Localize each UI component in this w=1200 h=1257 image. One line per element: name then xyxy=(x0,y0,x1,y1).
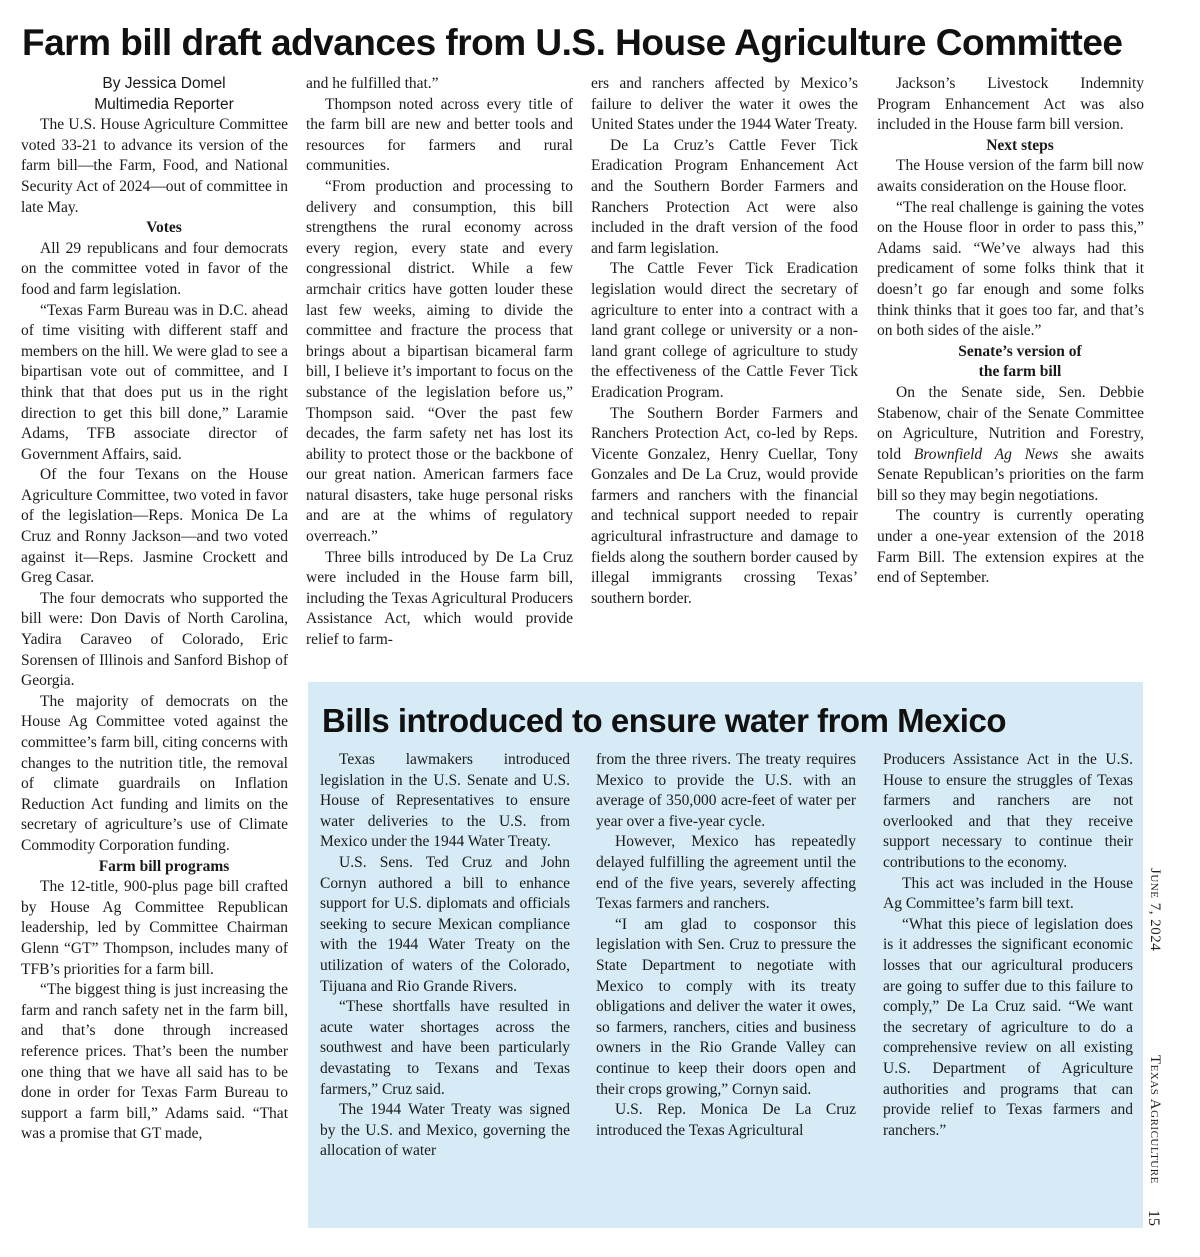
paragraph: “These shortfalls have resulted in acute water shortages across the southwest and have been particularly devastating to Texans and Texas farmers,” Cruz said. xyxy=(320,998,570,1098)
paragraph: and he fulfilled that.” xyxy=(306,75,439,92)
publication-name: Brownfield Ag News xyxy=(913,445,1059,463)
sidebar-column-3 xyxy=(883,750,1133,1141)
paragraph: “The real challenge is gaining the votes on the House floor in order to pass this,” Adams said. “We’ve always had this predicament of some folks think that it doesn’t go far enough and some folks think thinks that it goes too far, and that’s on both sides of the aisle.” xyxy=(877,198,1144,340)
paragraph: ers and ranchers affected by Mexico’s failure to deliver the water it owes the United States under the 1944 Water Treaty. xyxy=(591,75,858,134)
paragraph: from the three rivers. The treaty requires Mexico to provide the U.S. with an average of 350,000 acre-feet of water per year over a five-year cycle. xyxy=(596,751,856,830)
paragraph: Three bills introduced by De La Cruz were included in the House farm bill, including the Texas Agricultural Producers Assistance Act, which would provide relief to farm- xyxy=(306,548,573,649)
paragraph: “The biggest thing is just increasing the farm and ranch safety net in the farm bill, and that’s done through increased reference prices. That’s been the number one thing that we have all said has to be done in order for Texas Farm Bureau to support a farm bill,” Adams said. “That was a promise that GT made, xyxy=(21,981,288,1143)
paragraph: “From production and processing to delivery and consumption, this bill strengthens the rural economy across every region, every state and every congressional district. While a few armchair critics have gotten louder these last few weeks, aiming to divide the committee and fracture the process that brings about a bipartisan bicameral farm bill, I believe it’s important to focus on the substance of the legislation before us,” Thompson said. “Over the past few decades, the farm safety net has lost its ability to protect those or the backbone of our great nation. American farmers face natural disasters, take huge personal risks and are at the whims of regulatory overreach.” xyxy=(306,177,573,546)
paragraph: Thompson noted across every title of the farm bill are new and better tools and resources for farmers and rural communities. xyxy=(306,95,573,175)
paragraph: However, Mexico has repeatedly delayed fulfilling the agreement until the end of the five years, severely affecting Texas farmers and ranchers. xyxy=(596,833,856,913)
paragraph: Producers Assistance Act in the U.S. House to ensure the struggles of Texas farmers and ranchers are not overlooked and that they receive support necessary to continue their contributions to the economy. xyxy=(883,751,1133,871)
issue-date: June 7, 2024 xyxy=(1147,868,1163,952)
sidebar-box xyxy=(308,682,1143,1228)
paragraph: “Texas Farm Bureau was in D.C. ahead of time visiting with different staff and members on the hill. We were glad to see a bipartisan vote out of committee, and I think that that does put us in the right direction to get this bill done,” Laramie Adams, TFB associate director of Government Affairs, said. xyxy=(21,301,288,463)
paragraph: Texas lawmakers introduced legislation in the U.S. Senate and U.S. House of Representatives to ensure water deliveries to the U.S. from Mexico under the 1944 Water Treaty. xyxy=(320,751,570,851)
paragraph: This act was included in the House Ag Committee’s farm bill text. xyxy=(883,874,1133,913)
paragraph: The 1944 Water Treaty was signed by the U.S. and Mexico, governing the allocation of water xyxy=(320,1101,570,1160)
article-column-2 xyxy=(306,74,573,651)
paragraph: The Southern Border Farmers and Ranchers Protection Act, co-led by Reps. Vicente Gonzalez, Henry Cuellar, Tony Gonzales and De La Cruz, would provide farmers and ranchers with the financial and technical support needed to repair agricultural infrastructure and damage to fields along the southern border caused by illegal immigrants crossing Texas’ southern border. xyxy=(591,404,858,607)
paragraph xyxy=(877,383,1144,507)
paragraph: The four democrats who supported the bill were: Don Davis of North Carolina, Yadira Caraveo of Colorado, Eric Sorensen of Illinois and Sanford Bishop of Georgia. xyxy=(21,589,288,690)
paragraph: “I am glad to cosponsor this legislation with Sen. Cruz to pressure the State Department to negotiate with Mexico to comply with its treaty obligations and deliver the water it owes, so farmers, ranchers, cities and business owners in the Rio Grande Valley can continue to keep their doors open and their crops growing,” Cornyn said. xyxy=(596,915,856,1098)
paragraph: The country is currently operating under a one-year extension of the 2018 Farm Bill. The extension expires at the end of September. xyxy=(877,507,1144,587)
paragraph-text: she awaits Senate Republican’s priorities on the farm bill so they may begin negotiations. xyxy=(877,445,1144,504)
paragraph: All 29 republicans and four democrats on the committee voted in favor of the food and farm legislation. xyxy=(21,239,288,298)
sidebar-column-2 xyxy=(596,750,856,1141)
paragraph: “What this piece of legislation does is it addresses the significant economic losses that our agricultural producers are going to suffer due to this failure to comply,” De La Cruz said. “We want the secretary of agriculture to do a comprehensive review on all existing U.S. Department of Agriculture authorities and programs that can provide relief to Texas farmers and ranchers.” xyxy=(883,915,1133,1139)
sidebar-title: Bills introduced to ensure water from Mexico xyxy=(322,702,1006,739)
article-column-4 xyxy=(877,74,1144,589)
subhead-votes: Votes xyxy=(146,219,182,237)
subhead-farm-bill-programs: Farm bill programs xyxy=(98,857,230,875)
paragraph: De La Cruz’s Cattle Fever Tick Eradication Program Enhancement Act and the Southern Border Farmers and Ranchers Protection Act were also included in the draft version of the food and farm legislation. xyxy=(591,136,858,257)
paragraph: The U.S. House Agriculture Committee voted 33-21 to advance its version of the farm bill—the Farm, Food, and National Security Act of 2024—out of committee in late May. xyxy=(21,116,288,216)
paragraph: The majority of democrats on the House Ag Committee voted against the committee’s farm bill, citing concerns with changes to the nutrition title, the removal of climate guardrails on Inflation Reduction Act funding and limits on the secretary of agriculture’s use of Climate Commodity Corporation funding. xyxy=(21,692,288,854)
article-column-3 xyxy=(591,74,858,609)
paragraph-text: On the Senate side, Sen. Debbie Stabenow, chair of the Senate Committee on Agriculture, Nutrition and Forestry, told xyxy=(877,383,1144,463)
page-number: 15 xyxy=(1145,1210,1162,1226)
paragraph: Of the four Texans on the House Agriculture Committee, two voted in favor of the legislation—Reps. Monica De La Cruz and Ronny Jackson—and two voted against it—Reps. Jasmine Crockett and Greg Casar. xyxy=(21,466,288,587)
paragraph: The Cattle Fever Tick Eradication legislation would direct the secretary of agriculture to enter into a contract with a land grant college or university or a non-land grant college of agriculture to study the effectiveness of the Cattle Fever Tick Eradication Program. xyxy=(591,260,858,401)
byline-role: Multimedia Reporter xyxy=(94,95,234,113)
byline-author: By Jessica Domel xyxy=(102,75,226,92)
sidebar-column-1 xyxy=(320,750,570,1162)
headline: Farm bill draft advances from U.S. House Agriculture Committee xyxy=(22,22,1123,63)
paragraph: The House version of the farm bill now awaits consideration on the House floor. xyxy=(877,157,1144,195)
subhead-senate-version-line2: the farm bill xyxy=(978,363,1062,381)
subhead-senate-version-line1: Senate’s version of xyxy=(958,342,1082,360)
paragraph: The 12-title, 900-plus page bill crafted by House Ag Committee Republican leadership, led by Committee Chairman Glenn “GT” Thompson, includes many of TFB’s priorities for a farm bill. xyxy=(21,878,288,978)
article-column-1 xyxy=(21,74,288,1145)
paragraph: U.S. Rep. Monica De La Cruz introduced the Texas Agricultural xyxy=(596,1101,856,1139)
subhead-next-steps: Next steps xyxy=(986,136,1054,154)
publication-name-margin: Texas Agriculture xyxy=(1147,1055,1163,1184)
paragraph: U.S. Sens. Ted Cruz and John Cornyn authored a bill to enhance support for U.S. diplomats and officials seeking to secure Mexican compliance with the 1944 Water Treaty on the utilization of waters of the Colorado, Tijuana and Rio Grande Rivers. xyxy=(320,853,570,995)
paragraph: Jackson’s Livestock Indemnity Program Enhancement Act was also included in the House farm bill version. xyxy=(877,75,1144,134)
